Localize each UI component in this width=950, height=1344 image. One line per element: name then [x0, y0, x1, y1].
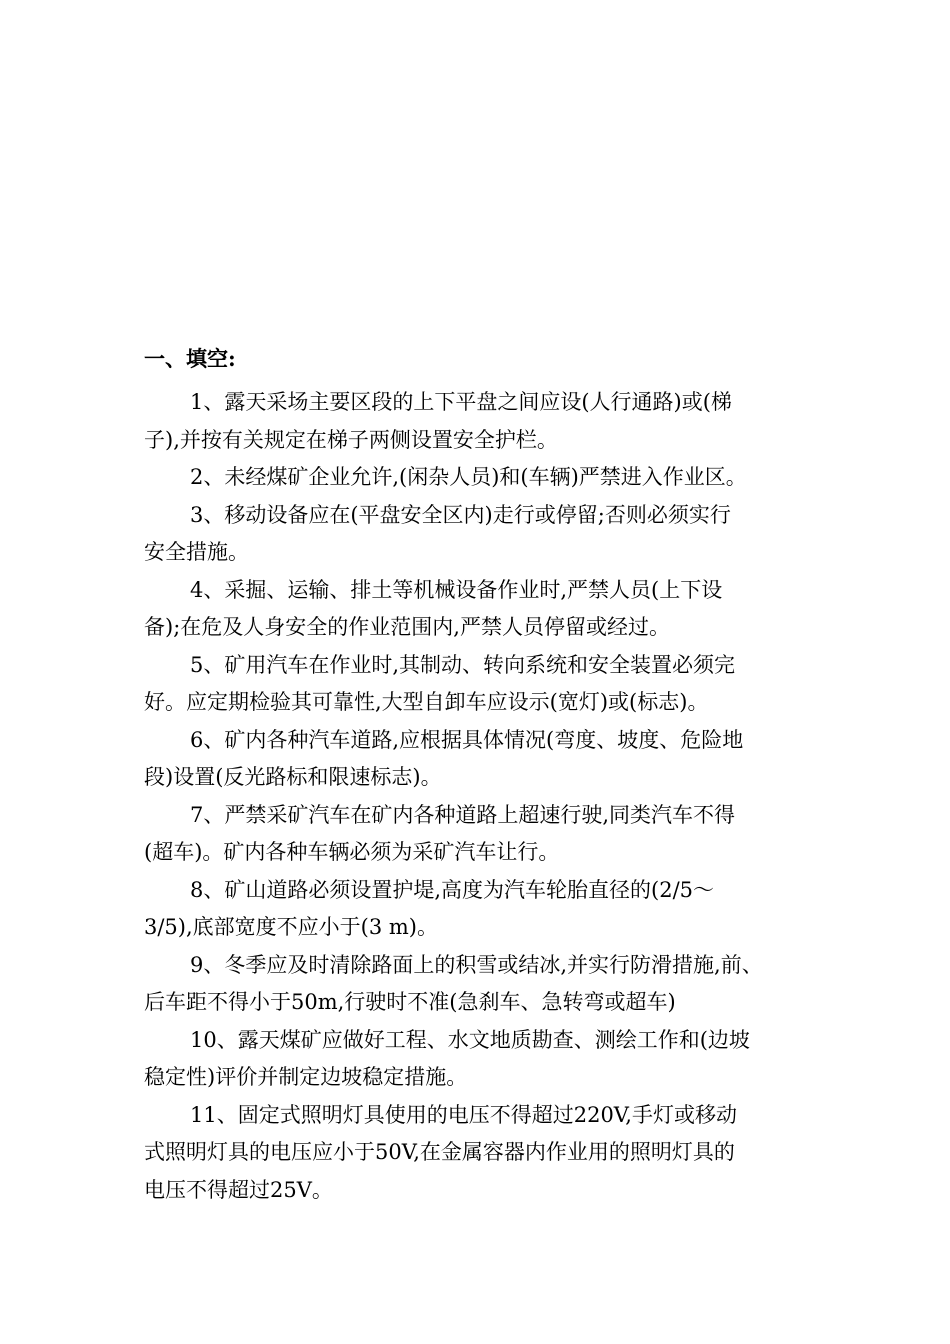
question-item-2 [144, 459, 824, 497]
question-line: 电压不得超过25V。 [144, 1177, 333, 1202]
question-line: 10、露天煤矿应做好工程、水文地质勘查、测绘工作和(边坡 [190, 1027, 750, 1052]
question-item-6 [144, 722, 824, 797]
question-line: 安全措施。 [144, 540, 249, 564]
question-line: 段)设置(反光路标和限速标志)。 [144, 765, 442, 789]
question-line: 11、固定式照明灯具使用的电压不得超过220V,手灯或移动 [190, 1102, 737, 1127]
question-item-1 [144, 384, 824, 459]
question-line: 7、严禁采矿汽车在矿内各种道路上超速行驶,同类汽车不得 [190, 802, 736, 827]
section-heading: 一、填空: [144, 346, 236, 371]
question-line: (超车)。矿内各种车辆必须为采矿汽车让行。 [144, 840, 560, 864]
question-line: 6、矿内各种汽车道路,应根据具体情况(弯度、坡度、危险地 [190, 727, 744, 752]
question-line: 子),并按有关规定在梯子两侧设置安全护栏。 [144, 427, 558, 452]
question-line: 备);在危及人身安全的作业范围内,严禁人员停留或经过。 [144, 615, 670, 639]
question-line: 5、矿用汽车在作业时,其制动、转向系统和安全装置必须完 [190, 652, 736, 677]
question-line: 式照明灯具的电压应小于50V,在金属容器内作业用的照明灯具的 [144, 1140, 735, 1164]
question-item-7 [144, 797, 824, 872]
question-list [144, 384, 824, 1209]
question-line: 后车距不得小于50m,行驶时不准(急刹车、急转弯或超车) [144, 990, 676, 1014]
question-item-3 [144, 497, 824, 572]
question-line: 3、移动设备应在(平盘安全区内)走行或停留;否则必须实行 [190, 502, 731, 527]
question-line: 稳定性)评价并制定边坡稳定措施。 [144, 1065, 468, 1089]
question-item-11 [144, 1097, 824, 1210]
question-line: 1、露天采场主要区段的上下平盘之间应设(人行通路)或(梯 [190, 390, 732, 414]
question-line: 9、冬季应及时清除路面上的积雪或结冰,并实行防滑措施,前、 [190, 952, 763, 977]
question-item-9 [144, 947, 824, 1022]
question-item-10 [144, 1022, 824, 1097]
question-item-4 [144, 572, 824, 647]
question-line: 8、矿山道路必须设置护堤,高度为汽车轮胎直径的(2/5～ [190, 877, 715, 902]
question-item-5 [144, 647, 824, 722]
question-line: 好。应定期检验其可靠性,大型自卸车应设示(宽灯)或(标志)。 [144, 690, 709, 714]
question-item-8 [144, 872, 824, 947]
question-line: 2、未经煤矿企业允许,(闲杂人员)和(车辆)严禁进入作业区。 [190, 465, 747, 489]
question-line: 4、采掘、运输、排土等机械设备作业时,严禁人员(上下设 [190, 577, 723, 602]
question-line: 3/5),底部宽度不应小于(3 m)。 [144, 915, 438, 939]
